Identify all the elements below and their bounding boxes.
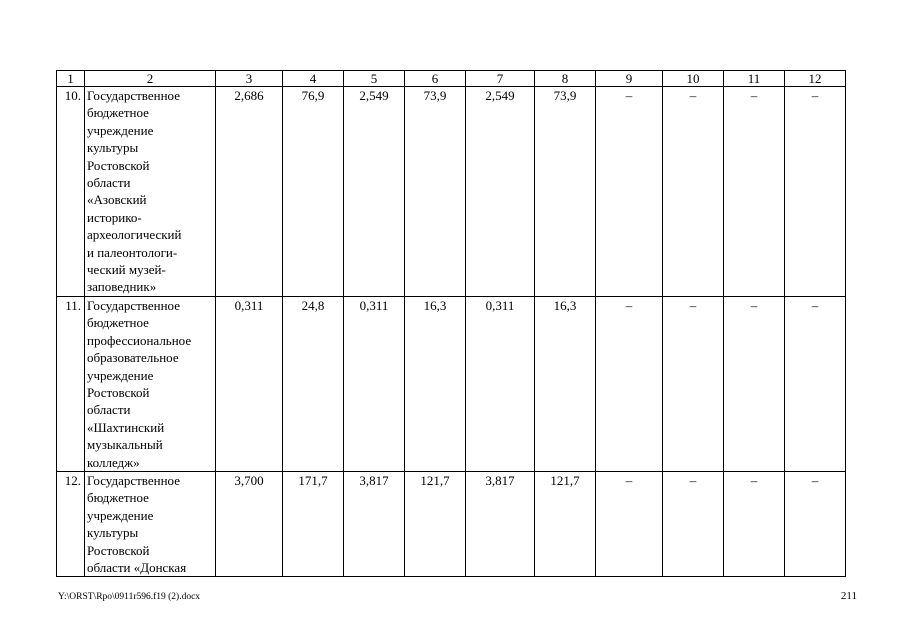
table-cell: – — [596, 87, 663, 297]
table-cell: – — [724, 87, 785, 297]
column-number: 3 — [216, 71, 283, 87]
table-cell: – — [596, 471, 663, 576]
table-cell: 2,549 — [344, 87, 405, 297]
table-cell: – — [663, 296, 724, 471]
column-number-row — [57, 71, 846, 87]
table-cell: – — [596, 296, 663, 471]
table-row — [57, 296, 846, 471]
table-cell: 16,3 — [535, 296, 596, 471]
column-number: 7 — [466, 71, 535, 87]
column-number: 8 — [535, 71, 596, 87]
table-cell: 3,700 — [216, 471, 283, 576]
column-number: 2 — [85, 71, 216, 87]
table-cell: 24,8 — [283, 296, 344, 471]
table-cell: 2,686 — [216, 87, 283, 297]
table-cell: 171,7 — [283, 471, 344, 576]
column-number: 5 — [344, 71, 405, 87]
column-number: 4 — [283, 71, 344, 87]
table-row — [57, 87, 846, 297]
table-cell: 121,7 — [405, 471, 466, 576]
footer-file-path: Y:\ORST\Rpo\0911r596.f19 (2).docx — [58, 592, 201, 602]
table-cell: 2,549 — [466, 87, 535, 297]
table-cell: 0,311 — [344, 296, 405, 471]
column-number: 9 — [596, 71, 663, 87]
institution-name: Государственное бюджетное профессиональное образовательное учреждение Ростовской области «Шахтинский музыкальный колледж» — [85, 296, 216, 471]
table-cell: – — [663, 87, 724, 297]
table-cell: – — [785, 471, 846, 576]
table-cell: – — [785, 296, 846, 471]
table-cell: – — [724, 296, 785, 471]
table-cell: 76,9 — [283, 87, 344, 297]
table-cell: – — [663, 471, 724, 576]
table-cell: 0,311 — [216, 296, 283, 471]
institution-name: Государственное бюджетное учреждение культуры Ростовской области «Донская — [85, 471, 216, 576]
table-cell: 16,3 — [405, 296, 466, 471]
institution-name: Государственное бюджетное учреждение культуры Ростовской области «Азовский историко- археологический и палеонтологи- ческий музей- заповедник» — [85, 87, 216, 297]
row-number: 12. — [57, 471, 85, 576]
row-number: 10. — [57, 87, 85, 297]
column-number: 10 — [663, 71, 724, 87]
table-cell: 0,311 — [466, 296, 535, 471]
table-cell: 73,9 — [405, 87, 466, 297]
column-number: 1 — [57, 71, 85, 87]
column-number: 11 — [724, 71, 785, 87]
table-cell: – — [724, 471, 785, 576]
table-cell: 3,817 — [344, 471, 405, 576]
table-row — [57, 471, 846, 576]
table-cell: 73,9 — [535, 87, 596, 297]
data-table — [56, 70, 846, 577]
page-number: 211 — [840, 590, 857, 602]
row-number: 11. — [57, 296, 85, 471]
column-number: 6 — [405, 71, 466, 87]
table-cell: – — [785, 87, 846, 297]
table-cell: 121,7 — [535, 471, 596, 576]
table-cell: 3,817 — [466, 471, 535, 576]
column-number: 12 — [785, 71, 846, 87]
